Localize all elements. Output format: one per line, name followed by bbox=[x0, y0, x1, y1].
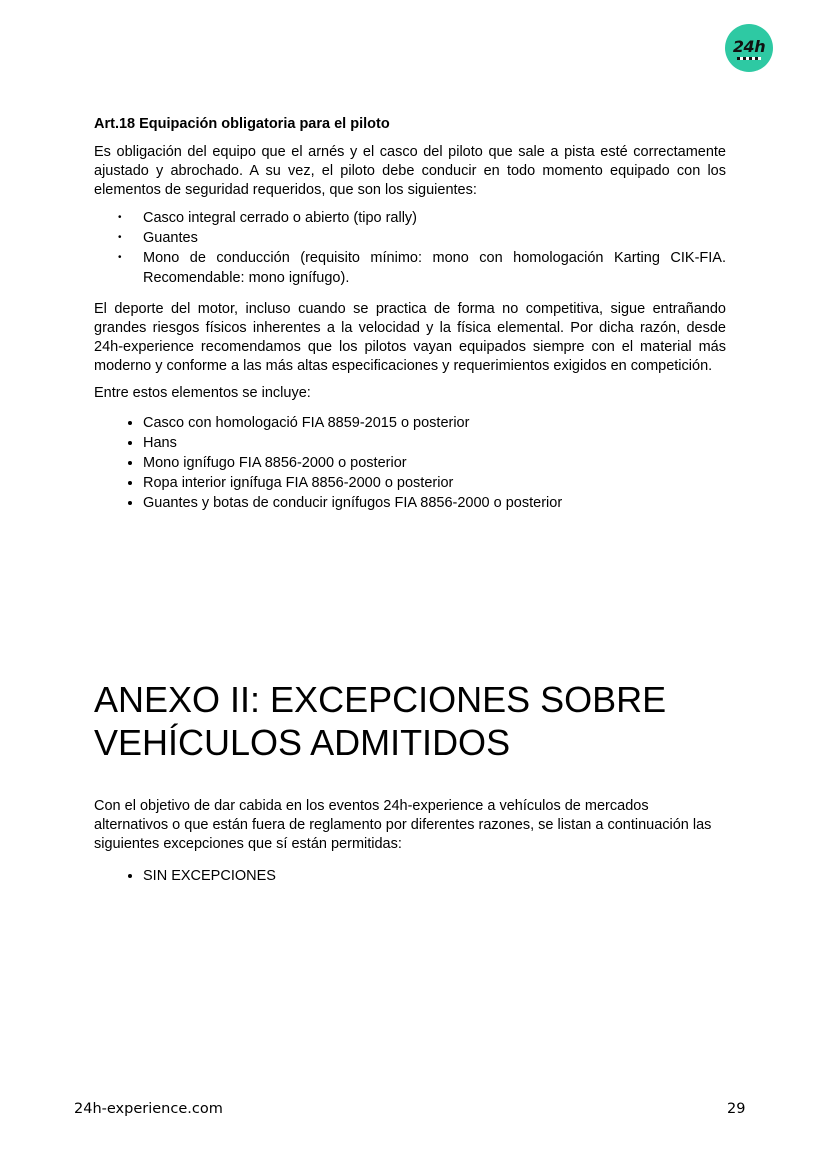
article-paragraph: Entre estos elementos se incluye: bbox=[94, 385, 311, 401]
list-item: • SIN EXCEPCIONES bbox=[143, 866, 726, 886]
list-item: • Hans bbox=[143, 433, 726, 453]
list-item: • Guantes bbox=[143, 228, 726, 248]
page-number: 29 bbox=[727, 1101, 746, 1117]
list-item: • Guantes y botas de conducir ignífugos FIA 8856-2000 o posterior bbox=[143, 493, 726, 513]
list-item: • Mono ignífugo FIA 8856-2000 o posterior bbox=[143, 453, 726, 473]
annex-paragraph: Con el objetivo de dar cabida en los eventos 24h-experience a vehículos de mercados alternativos o que están fuera de reglamento por diferentes razones, se listan a continuación las siguientes excepciones que sí están permitidas: bbox=[94, 798, 712, 852]
list-item: • Casco con homologació FIA 8859-2015 o posterior bbox=[143, 413, 726, 433]
exceptions-list bbox=[94, 866, 726, 886]
article-section bbox=[94, 115, 726, 525]
article-title: Art.18 Equipación obligatoria para el piloto bbox=[94, 116, 390, 132]
annex-section bbox=[94, 797, 726, 898]
annex-title-line: VEHÍCULOS ADMITIDOS bbox=[94, 722, 511, 763]
checkered-flag-icon bbox=[737, 57, 761, 60]
list-item: • Casco integral cerrado o abierto (tipo rally) bbox=[143, 208, 726, 228]
list-item: • Mono de conducción (requisito mínimo: mono con homologación Karting CIK-FIA. Recomendable: mono ignífugo). bbox=[143, 248, 726, 288]
article-intro: Es obligación del equipo que el arnés y el casco del piloto que sale a pista esté correctamente ajustado y abrochado. A su vez, el piloto debe conducir en todo momento equipado con los elementos de seguridad requeridos, que son los siguientes: bbox=[94, 144, 726, 198]
required-items-list bbox=[94, 208, 726, 288]
article-paragraph: El deporte del motor, incluso cuando se practica de forma no competitiva, sigue entrañando grandes riesgos físicos inherentes a la velocidad y la física elemental. Por dicha razón, desde 24h-experience recomendamos que los pilotos vayan equipados siempre con el material más moderno y conforme a las más altas especificaciones y requerimientos exigidos en competición. bbox=[94, 301, 726, 374]
footer-website: 24h-experience.com bbox=[74, 1101, 223, 1117]
brand-logo bbox=[725, 24, 773, 72]
annex-title bbox=[94, 678, 734, 764]
recommended-items-list bbox=[94, 413, 726, 513]
annex-title-line: ANEXO II: EXCEPCIONES SOBRE bbox=[94, 679, 667, 720]
list-item: • Ropa interior ignífuga FIA 8856-2000 o posterior bbox=[143, 473, 726, 493]
logo-text: 24h bbox=[732, 36, 766, 56]
